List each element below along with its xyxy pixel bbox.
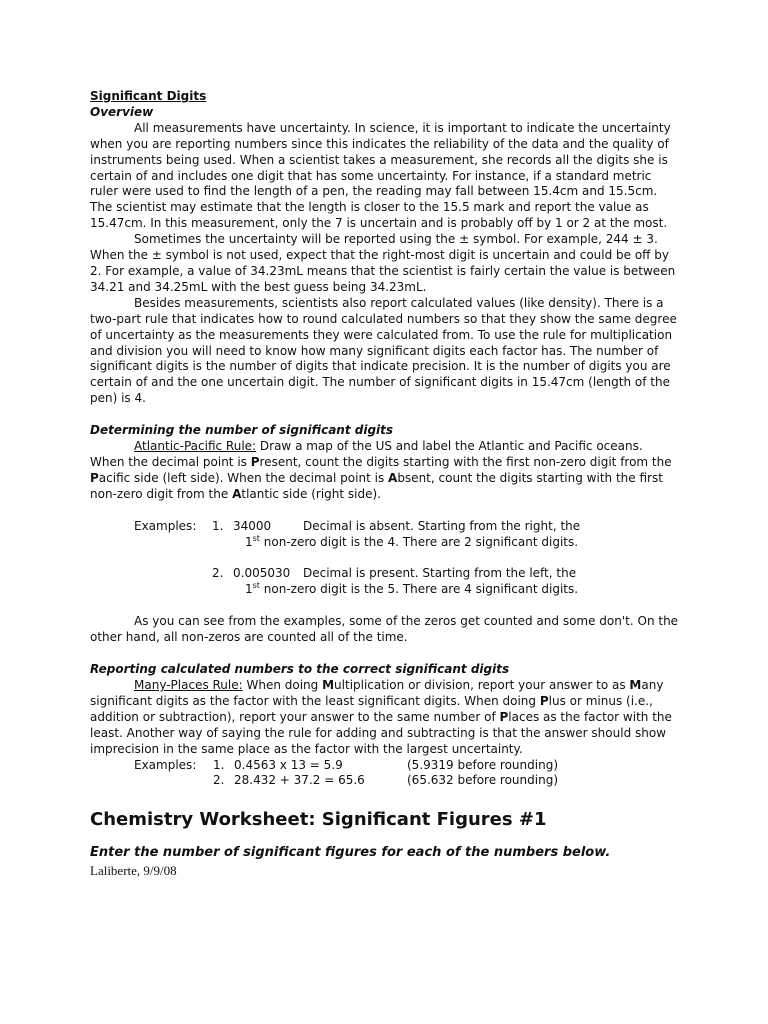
example-continuation: 1st non-zero digit is the 4. There are 2 significant digits. (245, 533, 579, 549)
section-subtitle: Overview (90, 104, 154, 119)
page-title: Significant Digits (90, 89, 207, 103)
overview-paragraph-3: Besides measurements, scientists also report calculated values (like density). There is a two-part rule that indicates how to round calculated numbers so that they show the same degree of uncertainty as the measurements they were calculated from. To use the rule for multiplication and division you will need to know how many significant digits each factor has. The number of significant digits is the number of digits that indicate precision. It is the number of digits you are certain of and the one uncertain digit. The number of significant digits in 15.47cm (length of the pen) is 4. (90, 295, 677, 406)
example-block-2 (90, 566, 680, 598)
example-note: (5.9319 before rounding) (407, 757, 558, 772)
rule-name: Atlantic-Pacific Rule: (134, 439, 257, 454)
worksheet-instruction: Enter the number of significant figures for each of the numbers below. (90, 845, 611, 861)
examples-label: Examples: (134, 757, 197, 772)
example-value: 0.005030 (233, 566, 291, 581)
examples-label: Examples: (134, 518, 197, 533)
example-description: Decimal is absent. Starting from the right, the (303, 518, 581, 533)
document-page (90, 89, 680, 879)
worksheet-title: Chemistry Worksheet: Significant Figures #1 (90, 809, 547, 831)
many-places-rule: Many-Places Rule: When doing Multiplication or division, report your answer to as Many significant digits as the factor with the least significant digits. When doing Plus or minus (i.e., addition or subtraction), report your answer to the same number of Places as the factor with the least. Another way of saying the rule for adding and subtracting is that the answer should show imprecision in the same place as the factor with the largest uncertainty. (90, 678, 672, 756)
example-row (90, 566, 680, 582)
example-number: 2. (212, 566, 224, 581)
example-expression: 28.432 + 37.2 = 65.6 (234, 773, 365, 788)
section-title-determining: Determining the number of significant digits (90, 423, 394, 438)
example-block-1 (90, 519, 680, 551)
atlantic-pacific-rule: Atlantic-Pacific Rule: Draw a map of the US and label the Atlantic and Pacific oceans. When the decimal point is Present, count the digits starting with the first non-zero digit from the Pacific side (left side). When the decimal point is Absent, count the digits starting with the first non-zero digit from the Atlantic side (right side). (90, 439, 672, 501)
example-number: 1. (213, 757, 225, 772)
overview-paragraph-2: Sometimes the uncertainty will be reported using the ± symbol. For example, 244 ± 3. When the ± symbol is not used, expect that the right-most digit is uncertain and could be off by 2. For example, a value of 34.23mL means that the scientist is fairly certain the value is between 34.21 and 34.25mL with the best guess being 34.23mL. (90, 232, 676, 294)
example-expression: 0.4563 x 13 = 5.9 (234, 757, 343, 772)
section-title-reporting: Reporting calculated numbers to the correct significant digits (90, 662, 510, 677)
example-row (90, 519, 680, 535)
example-number: 2. (213, 773, 225, 788)
examples-closing: As you can see from the examples, some of the zeros get counted and some don't. On the other hand, all non-zeros are counted all of the time. (90, 614, 679, 645)
calc-example-row (90, 758, 680, 774)
example-description: Decimal is present. Starting from the left, the (303, 566, 577, 581)
example-value: 34000 (233, 518, 272, 533)
rule-name: Many-Places Rule: (134, 678, 243, 692)
calc-example-row (90, 773, 680, 789)
example-number: 1. (212, 518, 224, 533)
author-date: Laliberte, 9/9/08 (90, 863, 177, 879)
example-continuation: 1st non-zero digit is the 5. There are 4 significant digits. (245, 581, 579, 597)
example-note: (65.632 before rounding) (407, 773, 558, 788)
overview-paragraph-1: All measurements have uncertainty. In science, it is important to indicate the uncertainty when you are reporting numbers since this indicates the reliability of the data and the quality of instruments being used. When a scientist takes a measurement, she records all the digits she is certain of and includes one digit that has some uncertainty. For instance, if a standard metric ruler were used to find the length of a pen, the reading may fall between 15.4cm and 15.5cm. The scientist may estimate that the length is closer to the 15.5 mark and report the value as 15.47cm. In this measurement, only the 7 is uncertain and is probably off by 1 or 2 at the most. (90, 120, 671, 231)
